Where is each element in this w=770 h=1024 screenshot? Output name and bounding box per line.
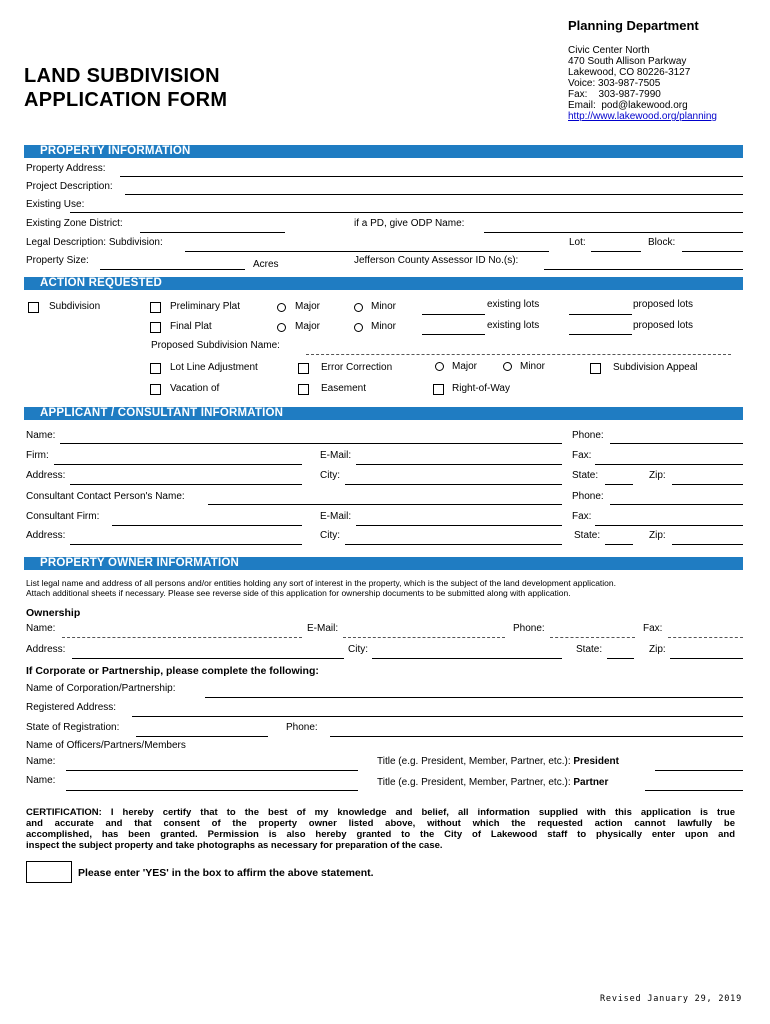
- section-heading: PROPERTY INFORMATION: [40, 145, 191, 157]
- acres-label: Acres: [253, 259, 279, 270]
- applicant-fax-field[interactable]: [595, 464, 743, 465]
- corp-phone-field[interactable]: [330, 736, 743, 737]
- applicant-address-field[interactable]: [70, 484, 302, 485]
- state-registration-label: State of Registration:: [26, 722, 120, 733]
- corporation-name-field[interactable]: [205, 697, 743, 698]
- prelim-proposed-lots-label: proposed lots: [633, 299, 694, 310]
- property-size-field[interactable]: [100, 269, 245, 270]
- prelim-existing-lots-label: existing lots: [487, 299, 540, 310]
- officer1-title: [377, 756, 619, 768]
- certification-text: [26, 807, 735, 851]
- owner-zip-label: Zip:: [649, 644, 666, 655]
- applicant-city-label: City:: [320, 470, 340, 481]
- applicant-zip-field[interactable]: [672, 484, 743, 485]
- project-description-field[interactable]: [125, 194, 743, 195]
- officer1-title-field[interactable]: [655, 770, 743, 771]
- owner-state-label: State:: [576, 644, 603, 655]
- final-plat-checkbox[interactable]: [150, 322, 161, 333]
- address-line: Lakewood, CO 80226-3127: [568, 67, 691, 78]
- applicant-phone-field[interactable]: [610, 443, 743, 444]
- subdivision-appeal-checkbox[interactable]: [590, 363, 601, 374]
- website-link[interactable]: http://www.lakewood.org/planning: [568, 111, 717, 122]
- corp-phone-label: Phone:: [286, 722, 318, 733]
- easement-label: Easement: [321, 383, 367, 394]
- title-prefix: Title (e.g. President, Member, Partner, etc.):: [377, 756, 571, 767]
- contact-phone-field[interactable]: [610, 504, 743, 505]
- owner-phone-label: Phone:: [513, 623, 545, 634]
- applicant-firm-field[interactable]: [54, 464, 302, 465]
- contact-name-field[interactable]: [208, 504, 562, 505]
- property-address-field[interactable]: [120, 176, 743, 177]
- applicant-firm-label: Firm:: [26, 450, 49, 461]
- proposed-name-field[interactable]: [306, 354, 731, 355]
- consultant-state-field[interactable]: [605, 544, 633, 545]
- title-prefix: Title (e.g. President, Member, Partner, etc.):: [377, 777, 571, 788]
- applicant-name-label: Name:: [26, 430, 56, 441]
- owner-name-label: Name:: [26, 623, 56, 634]
- ownership-heading: Ownership: [26, 607, 81, 619]
- prelim-minor-label: Minor: [371, 301, 397, 312]
- final-existing-lots-label: existing lots: [487, 320, 540, 331]
- form-title-line2: APPLICATION FORM: [24, 89, 228, 111]
- corporate-heading: If Corporate or Partnership, please complete the following:: [26, 665, 319, 677]
- owner-city-field[interactable]: [372, 658, 562, 659]
- existing-use-label: Existing Use:: [26, 199, 85, 210]
- error-correction-checkbox[interactable]: [298, 363, 309, 374]
- final-major-label: Major: [295, 321, 321, 332]
- consultant-email-field[interactable]: [356, 525, 562, 526]
- owner-fax-field[interactable]: [668, 637, 743, 638]
- subdivision-appeal-label: Subdivision Appeal: [613, 362, 698, 373]
- consultant-email-label: E-Mail:: [320, 511, 352, 522]
- cert-line: CERTIFICATION: I hereby certify that to the best of my knowledge and belief, all information supplied with this application is true: [26, 807, 735, 818]
- property-owner-header: [24, 557, 743, 570]
- vacation-checkbox[interactable]: [150, 384, 161, 395]
- prelim-major-radio[interactable]: [277, 303, 286, 312]
- action-requested-header: [24, 277, 743, 290]
- assessor-id-label: Jefferson County Assessor ID No.(s):: [354, 255, 519, 266]
- corporation-name-label: Name of Corporation/Partnership:: [26, 683, 176, 694]
- subdivision-field[interactable]: [185, 251, 549, 252]
- subdivision-checkbox[interactable]: [28, 302, 39, 313]
- officer1-name-field[interactable]: [66, 770, 358, 771]
- affirm-yes-input[interactable]: [26, 861, 72, 883]
- owner-fax-label: Fax:: [643, 623, 663, 634]
- consultant-city-label: City:: [320, 530, 340, 541]
- error-minor-label: Minor: [520, 361, 546, 372]
- easement-checkbox[interactable]: [298, 384, 309, 395]
- proposed-name-label: Proposed Subdivision Name:: [151, 340, 280, 351]
- owner-email-field[interactable]: [343, 637, 505, 638]
- title-partner: Partner: [573, 777, 609, 788]
- applicant-fax-label: Fax:: [572, 450, 592, 461]
- odp-name-field[interactable]: [484, 232, 743, 233]
- officer2-name-field[interactable]: [66, 790, 358, 791]
- prelim-proposed-lots-field[interactable]: [569, 314, 632, 315]
- block-field[interactable]: [682, 251, 743, 252]
- address-line: Civic Center North: [568, 45, 650, 56]
- lot-line-label: Lot Line Adjustment: [170, 362, 258, 373]
- consultant-zip-label: Zip:: [649, 530, 666, 541]
- consultant-city-field[interactable]: [345, 544, 562, 545]
- error-major-radio[interactable]: [435, 362, 444, 371]
- fax-line: Fax: 303-987-7990: [568, 89, 661, 100]
- consultant-firm-label: Consultant Firm:: [26, 511, 100, 522]
- consultant-fax-field[interactable]: [595, 525, 743, 526]
- final-minor-label: Minor: [371, 321, 397, 332]
- prelim-existing-lots-field[interactable]: [422, 314, 485, 315]
- officer2-title-field[interactable]: [645, 790, 743, 791]
- prelim-minor-radio[interactable]: [354, 303, 363, 312]
- owner-city-label: City:: [348, 644, 368, 655]
- final-minor-radio[interactable]: [354, 323, 363, 332]
- revised-date: Revised January 29, 2019: [600, 994, 743, 1004]
- odp-name-label: if a PD, give ODP Name:: [354, 218, 465, 229]
- owner-intro-line2: Attach additional sheets if necessary. Please see reverse side of this application for ownership documents to be submitted along with application.: [26, 588, 571, 598]
- existing-zone-field[interactable]: [140, 232, 285, 233]
- consultant-address-field[interactable]: [70, 544, 302, 545]
- right-of-way-label: Right-of-Way: [452, 383, 510, 394]
- title-president: President: [573, 756, 619, 767]
- cert-line: accomplished, has been granted. Permission is also hereby granted to the City of Lakewood staff to physically enter upon and: [26, 829, 735, 840]
- lot-field[interactable]: [591, 251, 641, 252]
- consultant-firm-field[interactable]: [112, 525, 302, 526]
- contact-name-label: Consultant Contact Person's Name:: [26, 491, 185, 502]
- owner-address-label: Address:: [26, 644, 66, 655]
- lot-label: Lot:: [569, 237, 586, 248]
- applicant-city-field[interactable]: [345, 484, 562, 485]
- owner-address-field[interactable]: [72, 658, 344, 659]
- preliminary-plat-checkbox[interactable]: [150, 302, 161, 313]
- contact-phone-label: Phone:: [572, 491, 604, 502]
- owner-name-field[interactable]: [62, 637, 302, 638]
- vacation-label: Vacation of: [170, 383, 220, 394]
- consultant-state-label: State:: [574, 530, 601, 541]
- consultant-address-label: Address:: [26, 530, 66, 541]
- officers-label: Name of Officers/Partners/Members: [26, 740, 186, 751]
- prelim-major-label: Major: [295, 301, 321, 312]
- applicant-state-field[interactable]: [605, 484, 633, 485]
- project-description-label: Project Description:: [26, 181, 113, 192]
- section-heading: PROPERTY OWNER INFORMATION: [40, 557, 239, 569]
- applicant-phone-label: Phone:: [572, 430, 604, 441]
- voice-line: Voice: 303-987-7505: [568, 78, 661, 89]
- final-proposed-lots-field[interactable]: [569, 334, 632, 335]
- department-name: Planning Department: [568, 18, 699, 33]
- consultant-fax-label: Fax:: [572, 511, 592, 522]
- officer2-name-label: Name:: [26, 775, 56, 786]
- property-size-label: Property Size:: [26, 255, 89, 266]
- preliminary-plat-label: Preliminary Plat: [170, 301, 241, 312]
- error-minor-radio[interactable]: [503, 362, 512, 371]
- cert-line: inspect the subject property and take photographs as necessary for preparation of the case.: [26, 840, 443, 851]
- applicant-email-label: E-Mail:: [320, 450, 352, 461]
- section-heading: APPLICANT / CONSULTANT INFORMATION: [40, 407, 284, 419]
- owner-zip-field[interactable]: [670, 658, 743, 659]
- error-correction-label: Error Correction: [321, 362, 393, 373]
- applicant-address-label: Address:: [26, 470, 66, 481]
- legal-description-label: Legal Description: Subdivision:: [26, 237, 163, 248]
- error-major-label: Major: [452, 361, 478, 372]
- subdivision-label: Subdivision: [49, 301, 101, 312]
- contact-block: [568, 45, 717, 122]
- lot-line-checkbox[interactable]: [150, 363, 161, 374]
- affirm-statement: Please enter 'YES' in the box to affirm the above statement.: [78, 867, 374, 879]
- address-line: 470 South Allison Parkway: [568, 56, 687, 67]
- applicant-state-label: State:: [572, 470, 599, 481]
- registered-address-label: Registered Address:: [26, 702, 117, 713]
- final-major-radio[interactable]: [277, 323, 286, 332]
- section-heading: ACTION REQUESTED: [40, 277, 163, 289]
- state-registration-field[interactable]: [136, 736, 268, 737]
- consultant-zip-field[interactable]: [672, 544, 743, 545]
- applicant-name-field[interactable]: [60, 443, 562, 444]
- property-info-header: [24, 145, 743, 158]
- right-of-way-checkbox[interactable]: [433, 384, 444, 395]
- form-title-line1: LAND SUBDIVISION: [24, 65, 220, 87]
- existing-use-field[interactable]: [70, 212, 743, 213]
- applicant-header: [24, 407, 743, 420]
- final-existing-lots-field[interactable]: [422, 334, 485, 335]
- block-label: Block:: [648, 237, 676, 248]
- applicant-email-field[interactable]: [356, 464, 562, 465]
- property-address-label: Property Address:: [26, 163, 106, 174]
- owner-intro-line1: List legal name and address of all persons and/or entities holding any sort of interest in the property, which is the subject of the land development application.: [26, 578, 616, 588]
- email-line: Email: pod@lakewood.org: [568, 100, 688, 111]
- owner-phone-field[interactable]: [550, 637, 635, 638]
- final-proposed-lots-label: proposed lots: [633, 320, 694, 331]
- applicant-zip-label: Zip:: [649, 470, 666, 481]
- officer1-name-label: Name:: [26, 756, 56, 767]
- existing-zone-label: Existing Zone District:: [26, 218, 123, 229]
- assessor-id-field[interactable]: [544, 269, 743, 270]
- owner-state-field[interactable]: [607, 658, 634, 659]
- cert-line: and accurate and that consent of the property owner listed above, without which the requested action cannot lawfully be: [26, 818, 735, 829]
- final-plat-label: Final Plat: [170, 321, 212, 332]
- officer2-title: [377, 777, 608, 789]
- owner-email-label: E-Mail:: [307, 623, 339, 634]
- registered-address-field[interactable]: [132, 716, 743, 717]
